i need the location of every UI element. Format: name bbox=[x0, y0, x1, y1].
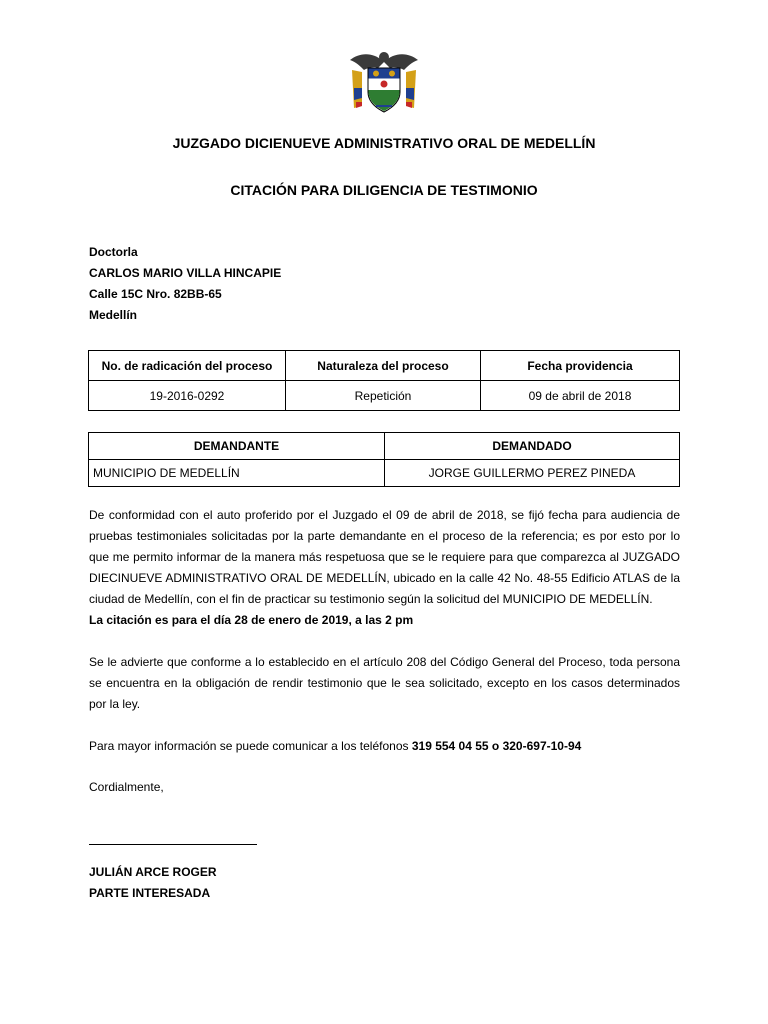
plaintiff-name: MUNICIPIO DE MEDELLÍN bbox=[89, 460, 385, 487]
body-paragraph-1 bbox=[89, 505, 680, 631]
contact-phones: 319 554 04 55 o 320-697-10-94 bbox=[411, 739, 582, 753]
process-number: 19-2016-0292 bbox=[89, 381, 286, 411]
court-name: JUZGADO DICIENUEVE ADMINISTRATIVO ORAL DE MEDELLÍN bbox=[172, 135, 596, 151]
parties-table-header: DEMANDANTE bbox=[89, 433, 385, 460]
signature-block bbox=[89, 862, 217, 904]
process-table-header: Naturaleza del proceso bbox=[286, 351, 481, 381]
closing: Cordialmente, bbox=[89, 780, 164, 794]
recipient-block bbox=[89, 242, 281, 326]
contact-prefix: Para mayor información se puede comunicar a los teléfonos bbox=[89, 739, 412, 753]
process-table bbox=[88, 350, 680, 411]
process-table-header: No. de radicación del proceso bbox=[89, 351, 286, 381]
citation-date: La citación es para el día 28 de enero de 2019, a las 2 pm bbox=[89, 613, 414, 627]
ruling-date: 09 de abril de 2018 bbox=[481, 381, 680, 411]
signer-name: JULIÁN ARCE ROGER bbox=[89, 865, 217, 879]
recipient-address: Calle 15C Nro. 82BB-65 bbox=[89, 287, 222, 301]
paragraph-text: De conformidad con el auto proferido por el Juzgado el 09 de abril de 2018, se fijó fecha para audiencia de pruebas testimoniales solicitadas por la parte demandante en el proceso de la referencia; es por esto por lo que me permito informar de la manera más respetuosa que se le requiere para que comparezca al JUZGADO DIECINUEVE ADMINISTRATIVO ORAL DE MEDELLÍN, ubicado en la calle 42 No. 48-55 Edificio ATLAS de la ciudad de Medellín, con el fin de practicar su testimonio según la solicitud del MUNICIPIO DE MEDELLÍN. bbox=[89, 508, 680, 606]
table-row bbox=[89, 381, 680, 411]
defendant-name: JORGE GUILLERMO PEREZ PINEDA bbox=[385, 460, 680, 487]
coat-of-arms-icon bbox=[346, 48, 422, 116]
document-title: CITACIÓN PARA DILIGENCIA DE TESTIMONIO bbox=[230, 182, 538, 198]
process-table-header: Fecha providencia bbox=[481, 351, 680, 381]
recipient-salutation: Doctorla bbox=[89, 245, 138, 259]
recipient-name: CARLOS MARIO VILLA HINCAPIE bbox=[89, 266, 282, 280]
signature-line bbox=[89, 844, 257, 845]
body-paragraph-2: Se le advierte que conforme a lo establecido en el artículo 208 del Código General del Proceso, toda persona se encuentra en la obligación de rendir testimonio que le sea solicitado, excepto en los casos determinados por la ley. bbox=[89, 655, 680, 711]
table-row bbox=[89, 460, 680, 487]
recipient-city: Medellín bbox=[89, 308, 138, 322]
contact-paragraph bbox=[89, 736, 680, 757]
signer-role: PARTE INTERESADA bbox=[89, 886, 211, 900]
parties-table bbox=[88, 432, 680, 487]
parties-table-header: DEMANDADO bbox=[385, 433, 680, 460]
process-nature: Repetición bbox=[286, 381, 481, 411]
